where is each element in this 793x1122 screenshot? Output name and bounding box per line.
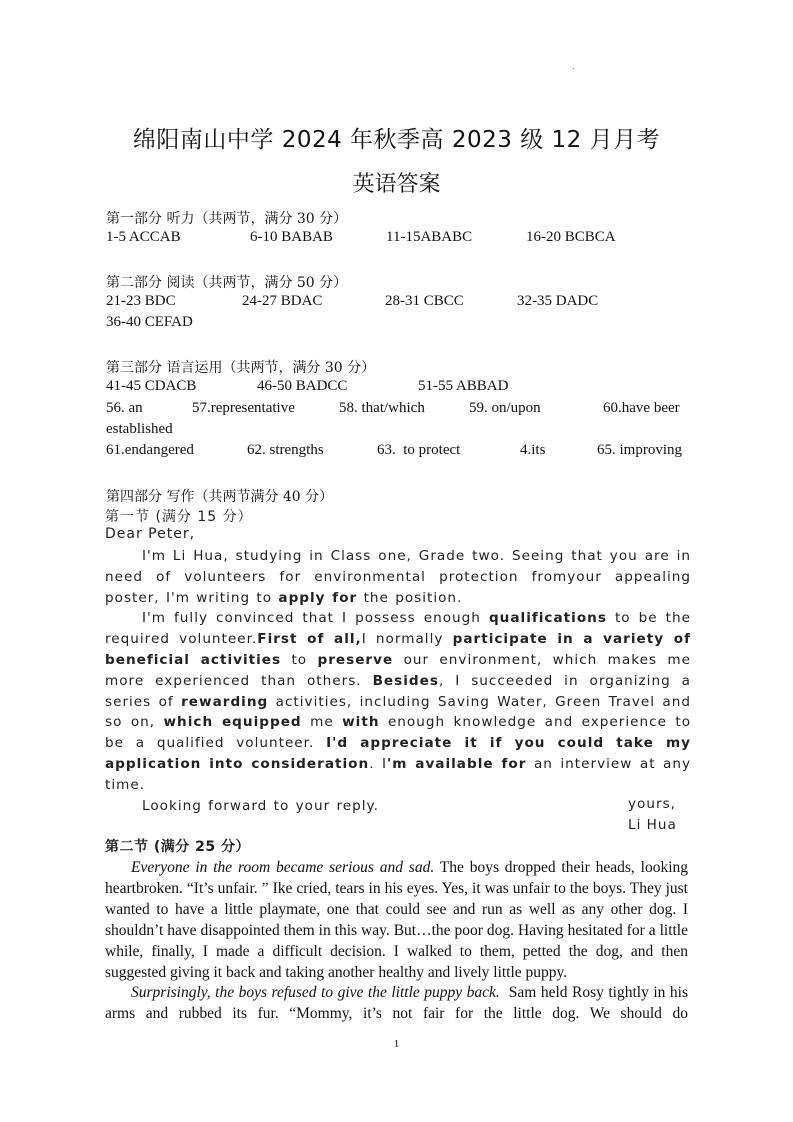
fill-answer: 60.have beer bbox=[603, 400, 680, 416]
part2-answer: 32-35 DADC bbox=[517, 293, 599, 309]
highlighted-phrase: with bbox=[342, 714, 380, 731]
part1-heading: 第一部分 听力（共两节，满分 30 分） bbox=[106, 211, 348, 227]
part3-answer: 46-50 BADCC bbox=[257, 378, 348, 394]
page-number: 1 bbox=[393, 1038, 400, 1050]
letter-text: enough knowledge and experience to be a qualified volunteer. bbox=[105, 714, 692, 752]
letter-body bbox=[105, 546, 691, 816]
part2-answer: 28-31 CBCC bbox=[385, 293, 464, 309]
fill-answer: 57.representative bbox=[192, 400, 295, 416]
highlighted-phrase: 'm available for bbox=[387, 755, 527, 772]
story-text: The boys dropped their heads, looking heartbroken. “It’s unfair. ” Ike cried, tears in his eyes. Yes, it was unfair to the boys. They just wanted to have a little playmate, one that could see and run as well as any other dog. I shouldn’t have disappointed them in this way. But…the poor dog. Having hesitated for a little while, finally, I made a difficult decision. I walked to them, petted the dog, and then suggested giving it back and taking another healthy and lively little puppy. bbox=[105, 859, 688, 981]
letter-sign-off: yours, bbox=[628, 796, 676, 812]
highlighted-phrase: Besides bbox=[372, 672, 439, 689]
story-paragraph-1 bbox=[105, 858, 688, 983]
fill-answer: 63. to protect bbox=[377, 442, 461, 458]
story-lead-sentence: Everyone in the room became serious and sad. bbox=[131, 859, 435, 876]
story-paragraph-2 bbox=[105, 983, 692, 1025]
part1-answer: 1-5 ACCAB bbox=[106, 229, 181, 245]
letter-text: I'm fully convinced that I possess enough bbox=[142, 610, 489, 627]
letter-closing: Looking forward to your reply. bbox=[142, 797, 379, 814]
part2-answer: 21-23 BDC bbox=[106, 293, 176, 309]
letter-paragraph-2 bbox=[105, 608, 691, 795]
part3-answer: 41-45 CDACB bbox=[106, 378, 197, 394]
part3-heading: 第三部分 语言运用（共两节，满分 30 分） bbox=[106, 360, 376, 376]
letter-text: I normally bbox=[361, 631, 453, 648]
fill-answer: 62. strengths bbox=[247, 442, 324, 458]
section2-heading: 第二节 (满分 25 分） bbox=[105, 839, 251, 855]
letter-signature: Li Hua bbox=[628, 817, 677, 833]
story-lead-sentence: Surprisingly, the boys refused to give the little puppy back. bbox=[131, 984, 500, 1002]
part1-answer: 6-10 BABAB bbox=[250, 229, 333, 245]
part4-heading: 第四部分 写作（共两节满分 40 分） bbox=[106, 489, 334, 505]
letter-text: . I bbox=[369, 755, 388, 772]
fill-answer: 61.endangered bbox=[106, 442, 194, 458]
page-title: 绵阳南山中学 2024 年秋季高 2023 级 12 月月考 bbox=[132, 127, 661, 153]
page-subtitle: 英语答案 bbox=[352, 172, 441, 197]
highlighted-phrase: preserve bbox=[317, 651, 394, 668]
highlighted-phrase: rewarding bbox=[181, 693, 269, 710]
continuation-story bbox=[105, 858, 692, 1025]
fill-answer-wrap: established bbox=[106, 421, 173, 437]
fill-answer: 56. an bbox=[106, 400, 143, 416]
part2-heading: 第二部分 阅读（共两节，满分 50 分） bbox=[106, 275, 348, 291]
letter-text: to be the required volunteer. bbox=[105, 610, 691, 648]
highlighted-phrase: which equipped bbox=[163, 714, 302, 731]
fill-answer: 59. on/upon bbox=[469, 400, 541, 416]
letter-paragraph-1 bbox=[105, 546, 691, 608]
letter-text: an interview at any time. bbox=[105, 755, 692, 793]
header-mark: . bbox=[572, 62, 575, 71]
letter-text: the position. bbox=[357, 589, 463, 606]
highlighted-phrase: qualifications bbox=[488, 610, 607, 627]
part1-answer: 16-20 BCBCA bbox=[526, 229, 616, 245]
section1-heading: 第一节 (满分 15 分） bbox=[105, 509, 253, 525]
highlighted-phrase: participate in a variety of beneficial activities bbox=[105, 631, 691, 668]
fill-answer: 65. improving bbox=[597, 442, 682, 458]
letter-greeting: Dear Peter, bbox=[105, 526, 196, 542]
letter-text: me bbox=[301, 714, 343, 731]
highlighted-phrase: apply for bbox=[278, 589, 358, 606]
letter-text: , I succeeded in organizing a series of bbox=[105, 672, 691, 710]
part3-answer: 51-55 ABBAD bbox=[418, 378, 509, 394]
story-text: Sam held Rosy tightly in his arms and rubbed its fur. “Mommy, it’s not fair for the little dog. We should do bbox=[105, 984, 692, 1023]
letter-text: activities, including Saving Water, Green Travel and so on, bbox=[105, 693, 691, 731]
fill-answer: 4.its bbox=[520, 442, 546, 458]
part2-answer: 24-27 BDAC bbox=[242, 293, 323, 309]
letter-text: to bbox=[281, 651, 318, 668]
letter-text: I'm Li Hua, studying in Class one, Grade two. Seeing that you are in need of volunteers for environmental protection fromyour appealing poster, I'm writing to bbox=[105, 548, 691, 606]
highlighted-phrase: First of all, bbox=[257, 631, 362, 648]
highlighted-phrase: I'd appreciate it if you could take my application into consideration bbox=[105, 735, 691, 772]
fill-answer: 58. that/which bbox=[339, 400, 425, 416]
part2-answer: 36-40 CEFAD bbox=[106, 314, 193, 330]
part1-answer: 11-15ABABC bbox=[386, 229, 473, 245]
letter-text: our environment, which makes me more experienced than others. bbox=[105, 651, 691, 689]
